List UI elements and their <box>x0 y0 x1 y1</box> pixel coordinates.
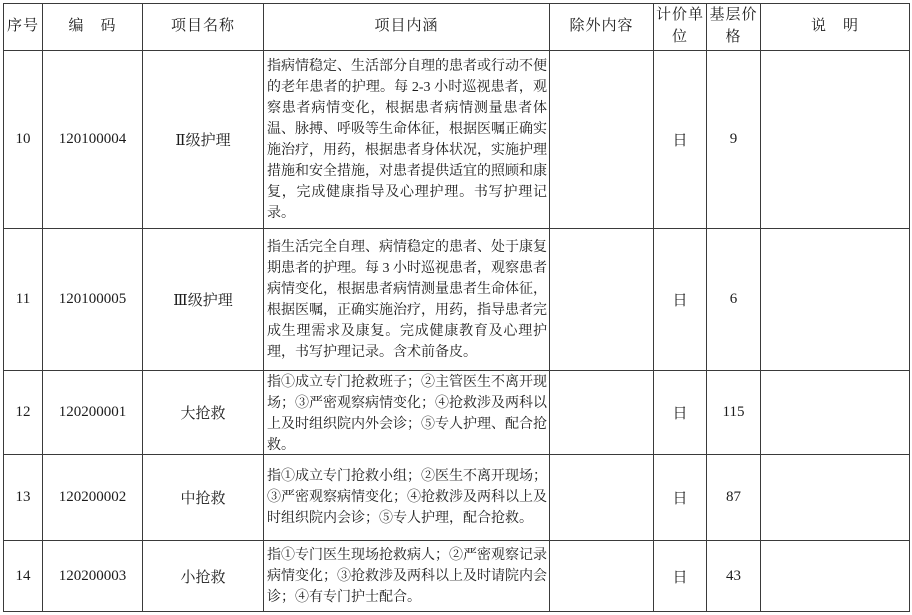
cell-excluded <box>550 455 654 541</box>
cell-note <box>761 51 910 229</box>
cell-unit: 日 <box>654 51 707 229</box>
item-content-text: 指①成立专门抢救班子；②主管医生不离开现场；③严密观察病情变化；④抢救涉及两科以上及时组织院内外会诊；⑤专人护理、配合抢救。 <box>267 374 547 453</box>
col-header-code: 编 码 <box>43 4 143 51</box>
cell-code: 120200002 <box>43 455 143 541</box>
item-content-text: 指生活完全自理、病情稳定的患者、处于康复期患者的护理。每 3 小时巡视患者，观察患者病情变化，根据患者病情测量患者生命体征，根据医嘱，正确实施治疗，用药，指导患者完成生理需求及康复。完成健康教育及心理护理，书写护理记录。含术前备皮。 <box>267 239 547 360</box>
table-row <box>4 455 910 541</box>
item-content-text: 指①成立专门抢救小组；②医生不离开现场；③严密观察病情变化；④抢救涉及两科以上及时组织院内会诊；⑤专人护理，配合抢救。 <box>267 469 547 526</box>
cell-no: 11 <box>4 229 43 371</box>
cell-unit: 日 <box>654 541 707 612</box>
cell-unit: 日 <box>654 371 707 455</box>
cell-price: 115 <box>707 371 761 455</box>
cell-code: 120100004 <box>43 51 143 229</box>
cell-no: 12 <box>4 371 43 455</box>
cell-no: 13 <box>4 455 43 541</box>
col-header-content: 项目内涵 <box>264 4 550 51</box>
cell-content <box>264 455 550 541</box>
cell-content <box>264 51 550 229</box>
cell-code: 120200003 <box>43 541 143 612</box>
table-row <box>4 229 910 371</box>
cell-item-name: Ⅱ级护理 <box>143 51 264 229</box>
col-header-excluded: 除外内容 <box>550 4 654 51</box>
cell-excluded <box>550 51 654 229</box>
item-content-text: 指①专门医生现场抢救病人；②严密观察记录病情变化；③抢救涉及两科以上及时请院内会诊；④有专门护士配合。 <box>267 547 547 605</box>
cell-excluded <box>550 371 654 455</box>
cell-excluded <box>550 541 654 612</box>
cell-unit: 日 <box>654 229 707 371</box>
table-row <box>4 541 910 612</box>
col-header-note: 说 明 <box>761 4 910 51</box>
cell-item-name: Ⅲ级护理 <box>143 229 264 371</box>
cell-note <box>761 541 910 612</box>
cell-content <box>264 541 550 612</box>
cell-note <box>761 455 910 541</box>
item-content-text: 指病情稳定、生活部分自理的患者或行动不便的老年患者的护理。每 2-3 小时巡视患者，观察患者病情变化，根据患者病情测量患者体温、脉搏、呼吸等生命体征，根据医嘱正确实施治疗，用药，根据患者身体状况，实施护理措施和安全措施，对患者提供适宜的照顾和康复，完成健康指导及心理护理。书写护理记录。 <box>267 58 547 221</box>
table-row <box>4 371 910 455</box>
cell-item-name: 小抢救 <box>143 541 264 612</box>
cell-unit: 日 <box>654 455 707 541</box>
cell-note <box>761 229 910 371</box>
cell-content <box>264 229 550 371</box>
table-header <box>4 4 910 51</box>
table-row <box>4 51 910 229</box>
col-header-name: 项目名称 <box>143 4 264 51</box>
medical-service-price-table <box>3 3 910 612</box>
col-header-unit: 计价单位 <box>654 4 707 51</box>
cell-note <box>761 371 910 455</box>
cell-code: 120100005 <box>43 229 143 371</box>
cell-no: 10 <box>4 51 43 229</box>
cell-price: 87 <box>707 455 761 541</box>
cell-price: 6 <box>707 229 761 371</box>
cell-no: 14 <box>4 541 43 612</box>
cell-price: 43 <box>707 541 761 612</box>
cell-code: 120200001 <box>43 371 143 455</box>
header-row <box>4 4 910 51</box>
cell-content <box>264 371 550 455</box>
cell-price: 9 <box>707 51 761 229</box>
col-header-no: 序号 <box>4 4 43 51</box>
cell-item-name: 大抢救 <box>143 371 264 455</box>
table-body <box>4 51 910 612</box>
cell-excluded <box>550 229 654 371</box>
col-header-price: 基层价格 <box>707 4 761 51</box>
cell-item-name: 中抢救 <box>143 455 264 541</box>
